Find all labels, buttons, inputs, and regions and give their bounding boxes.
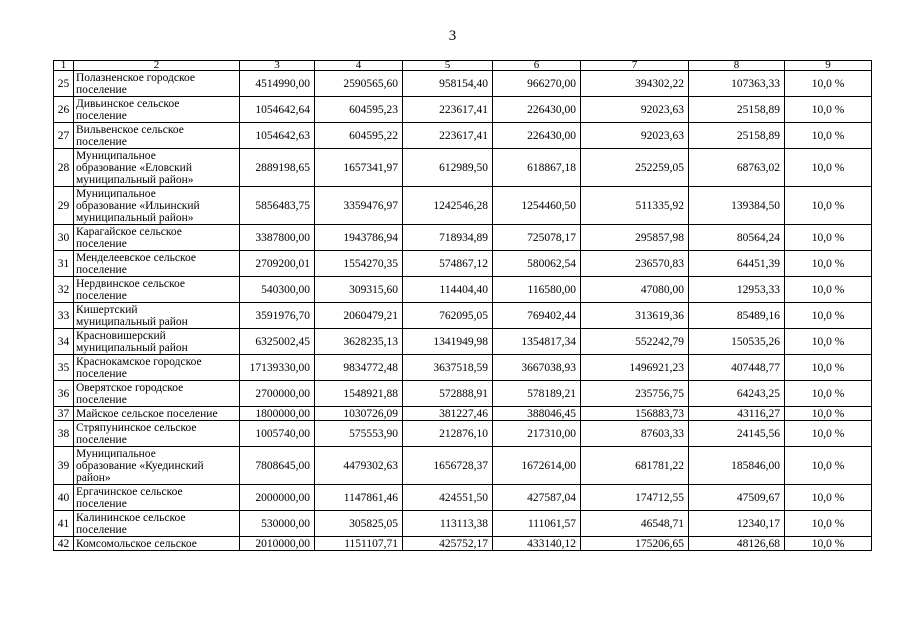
row-number: 35 xyxy=(54,355,74,381)
column-header: 4 xyxy=(315,61,403,71)
amount-cell: 2010000,00 xyxy=(240,537,315,551)
percent-cell: 10,0 % xyxy=(785,537,872,551)
amount-cell: 604595,23 xyxy=(315,97,403,123)
row-number: 27 xyxy=(54,123,74,149)
municipality-name-line: поселение xyxy=(76,497,127,510)
amount-cell: 4514990,00 xyxy=(240,71,315,97)
percent-cell: 10,0 % xyxy=(785,149,872,187)
amount-cell: 425752,17 xyxy=(403,537,493,551)
municipality-name-line: Муниципальное xyxy=(76,447,156,460)
municipality-name xyxy=(74,421,240,447)
amount-cell: 433140,12 xyxy=(493,537,581,551)
municipality-name xyxy=(74,225,240,251)
percent-cell: 10,0 % xyxy=(785,97,872,123)
amount-cell: 9834772,48 xyxy=(315,355,403,381)
amount-cell: 1656728,37 xyxy=(403,447,493,485)
amount-cell: 156883,73 xyxy=(581,407,689,421)
amount-cell: 1548921,88 xyxy=(315,381,403,407)
municipality-name-line: образование «Куединский xyxy=(76,459,204,472)
table-row xyxy=(54,537,872,551)
municipality-name-line: Комсомольское сельское xyxy=(76,537,197,550)
municipality-name xyxy=(74,355,240,381)
amount-cell: 394302,22 xyxy=(581,71,689,97)
municipality-name xyxy=(74,71,240,97)
amount-cell: 1800000,00 xyxy=(240,407,315,421)
column-header: 1 xyxy=(54,61,74,71)
row-number: 37 xyxy=(54,407,74,421)
row-number: 30 xyxy=(54,225,74,251)
municipality-name-line: поселение xyxy=(76,433,127,446)
amount-cell: 305825,05 xyxy=(315,511,403,537)
amount-cell: 64451,39 xyxy=(689,251,785,277)
amount-cell: 3591976,70 xyxy=(240,303,315,329)
amount-cell: 139384,50 xyxy=(689,187,785,225)
amount-cell: 511335,92 xyxy=(581,187,689,225)
amount-cell: 3359476,97 xyxy=(315,187,403,225)
row-number: 29 xyxy=(54,187,74,225)
municipality-name-line: Оверятское городское xyxy=(76,381,184,394)
percent-cell: 10,0 % xyxy=(785,303,872,329)
amount-cell: 252259,05 xyxy=(581,149,689,187)
amount-cell: 185846,00 xyxy=(689,447,785,485)
amount-cell: 762095,05 xyxy=(403,303,493,329)
amount-cell: 17139330,00 xyxy=(240,355,315,381)
table-row xyxy=(54,97,872,123)
amount-cell: 6325002,45 xyxy=(240,329,315,355)
amount-cell: 388046,45 xyxy=(493,407,581,421)
amount-cell: 12340,17 xyxy=(689,511,785,537)
table-row xyxy=(54,447,872,485)
municipality-name-line: Кишертский xyxy=(76,303,138,316)
amount-cell: 223617,41 xyxy=(403,123,493,149)
amount-cell: 150535,26 xyxy=(689,329,785,355)
amount-cell: 575553,90 xyxy=(315,421,403,447)
amount-cell: 2700000,00 xyxy=(240,381,315,407)
percent-cell: 10,0 % xyxy=(785,329,872,355)
header-row xyxy=(54,61,872,71)
municipality-name xyxy=(74,303,240,329)
amount-cell: 175206,65 xyxy=(581,537,689,551)
amount-cell: 235756,75 xyxy=(581,381,689,407)
amount-cell: 7808645,00 xyxy=(240,447,315,485)
table-row xyxy=(54,277,872,303)
amount-cell: 80564,24 xyxy=(689,225,785,251)
municipality-name-line: Майское сельское поселение xyxy=(76,407,218,420)
table-row xyxy=(54,511,872,537)
percent-cell: 10,0 % xyxy=(785,277,872,303)
amount-cell: 681781,22 xyxy=(581,447,689,485)
percent-cell: 10,0 % xyxy=(785,485,872,511)
table-row xyxy=(54,421,872,447)
amount-cell: 540300,00 xyxy=(240,277,315,303)
amount-cell: 1242546,28 xyxy=(403,187,493,225)
amount-cell: 2709200,01 xyxy=(240,251,315,277)
amount-cell: 47509,67 xyxy=(689,485,785,511)
amount-cell: 958154,40 xyxy=(403,71,493,97)
amount-cell: 107363,33 xyxy=(689,71,785,97)
municipality-name-line: образование «Ильинский xyxy=(76,199,200,212)
municipality-name xyxy=(74,537,240,551)
amount-cell: 1254460,50 xyxy=(493,187,581,225)
amount-cell: 1030726,09 xyxy=(315,407,403,421)
amount-cell: 424551,50 xyxy=(403,485,493,511)
municipality-name xyxy=(74,329,240,355)
municipality-name-line: поселение xyxy=(76,393,127,406)
amount-cell: 769402,44 xyxy=(493,303,581,329)
column-header: 7 xyxy=(581,61,689,71)
column-header: 3 xyxy=(240,61,315,71)
row-number: 41 xyxy=(54,511,74,537)
municipality-name-line: муниципальный район» xyxy=(76,173,194,186)
percent-cell: 10,0 % xyxy=(785,187,872,225)
municipality-name-line: Вильвенское сельское xyxy=(76,123,184,136)
table-row xyxy=(54,149,872,187)
amount-cell: 295857,98 xyxy=(581,225,689,251)
municipality-name-line: муниципальный район xyxy=(76,341,188,354)
amount-cell: 427587,04 xyxy=(493,485,581,511)
amount-cell: 618867,18 xyxy=(493,149,581,187)
amount-cell: 3667038,93 xyxy=(493,355,581,381)
municipality-name-line: Нердвинское сельское xyxy=(76,277,186,290)
amount-cell: 1341949,98 xyxy=(403,329,493,355)
amount-cell: 3387800,00 xyxy=(240,225,315,251)
municipality-name-line: Муниципальное xyxy=(76,187,156,200)
amount-cell: 1672614,00 xyxy=(493,447,581,485)
municipality-name-line: поселение xyxy=(76,367,127,380)
budget-table xyxy=(53,60,872,551)
amount-cell: 1054642,63 xyxy=(240,123,315,149)
amount-cell: 226430,00 xyxy=(493,123,581,149)
amount-cell: 226430,00 xyxy=(493,97,581,123)
amount-cell: 313619,36 xyxy=(581,303,689,329)
amount-cell: 572888,91 xyxy=(403,381,493,407)
percent-cell: 10,0 % xyxy=(785,421,872,447)
percent-cell: 10,0 % xyxy=(785,511,872,537)
percent-cell: 10,0 % xyxy=(785,355,872,381)
percent-cell: 10,0 % xyxy=(785,447,872,485)
municipality-name-line: Дивьинское сельское xyxy=(76,97,180,110)
amount-cell: 3637518,59 xyxy=(403,355,493,381)
row-number: 34 xyxy=(54,329,74,355)
amount-cell: 1943786,94 xyxy=(315,225,403,251)
row-number: 36 xyxy=(54,381,74,407)
amount-cell: 174712,55 xyxy=(581,485,689,511)
municipality-name xyxy=(74,97,240,123)
municipality-name-line: муниципальный район xyxy=(76,315,188,328)
amount-cell: 966270,00 xyxy=(493,71,581,97)
amount-cell: 309315,60 xyxy=(315,277,403,303)
municipality-name-line: поселение xyxy=(76,109,127,122)
amount-cell: 574867,12 xyxy=(403,251,493,277)
amount-cell: 1554270,35 xyxy=(315,251,403,277)
amount-cell: 1054642,64 xyxy=(240,97,315,123)
amount-cell: 612989,50 xyxy=(403,149,493,187)
municipality-name-line: Карагайское сельское xyxy=(76,225,182,238)
amount-cell: 212876,10 xyxy=(403,421,493,447)
amount-cell: 3628235,13 xyxy=(315,329,403,355)
table-body xyxy=(54,71,872,551)
amount-cell: 578189,21 xyxy=(493,381,581,407)
amount-cell: 64243,25 xyxy=(689,381,785,407)
amount-cell: 24145,56 xyxy=(689,421,785,447)
table-row xyxy=(54,225,872,251)
municipality-name xyxy=(74,485,240,511)
amount-cell: 604595,22 xyxy=(315,123,403,149)
table-row xyxy=(54,303,872,329)
table-row xyxy=(54,381,872,407)
amount-cell: 223617,41 xyxy=(403,97,493,123)
row-number: 33 xyxy=(54,303,74,329)
row-number: 42 xyxy=(54,537,74,551)
amount-cell: 2000000,00 xyxy=(240,485,315,511)
amount-cell: 217310,00 xyxy=(493,421,581,447)
municipality-name-line: поселение xyxy=(76,83,127,96)
amount-cell: 5856483,75 xyxy=(240,187,315,225)
table-row xyxy=(54,329,872,355)
amount-cell: 2889198,65 xyxy=(240,149,315,187)
municipality-name-line: поселение xyxy=(76,135,127,148)
municipality-name-line: поселение xyxy=(76,523,127,536)
amount-cell: 1496921,23 xyxy=(581,355,689,381)
amount-cell: 725078,17 xyxy=(493,225,581,251)
municipality-name xyxy=(74,511,240,537)
amount-cell: 580062,54 xyxy=(493,251,581,277)
percent-cell: 10,0 % xyxy=(785,225,872,251)
percent-cell: 10,0 % xyxy=(785,407,872,421)
amount-cell: 87603,33 xyxy=(581,421,689,447)
table-row xyxy=(54,407,872,421)
page-number: 3 xyxy=(448,28,457,44)
row-number: 26 xyxy=(54,97,74,123)
municipality-name xyxy=(74,187,240,225)
municipality-name xyxy=(74,149,240,187)
amount-cell: 92023,63 xyxy=(581,123,689,149)
row-number: 25 xyxy=(54,71,74,97)
municipality-name xyxy=(74,407,240,421)
amount-cell: 2590565,60 xyxy=(315,71,403,97)
municipality-name-line: Ергачинское сельское xyxy=(76,485,183,498)
amount-cell: 407448,77 xyxy=(689,355,785,381)
column-header: 6 xyxy=(493,61,581,71)
amount-cell: 46548,71 xyxy=(581,511,689,537)
municipality-name-line: Красновишерский xyxy=(76,329,166,342)
column-header: 9 xyxy=(785,61,872,71)
amount-cell: 1147861,46 xyxy=(315,485,403,511)
percent-cell: 10,0 % xyxy=(785,381,872,407)
table-row xyxy=(54,355,872,381)
amount-cell: 2060479,21 xyxy=(315,303,403,329)
percent-cell: 10,0 % xyxy=(785,123,872,149)
amount-cell: 47080,00 xyxy=(581,277,689,303)
column-header: 5 xyxy=(403,61,493,71)
amount-cell: 111061,57 xyxy=(493,511,581,537)
amount-cell: 552242,79 xyxy=(581,329,689,355)
amount-cell: 236570,83 xyxy=(581,251,689,277)
row-number: 39 xyxy=(54,447,74,485)
amount-cell: 1657341,97 xyxy=(315,149,403,187)
amount-cell: 43116,27 xyxy=(689,407,785,421)
amount-cell: 92023,63 xyxy=(581,97,689,123)
amount-cell: 48126,68 xyxy=(689,537,785,551)
amount-cell: 113113,38 xyxy=(403,511,493,537)
amount-cell: 114404,40 xyxy=(403,277,493,303)
municipality-name-line: Менделеевское сельское xyxy=(76,251,197,264)
municipality-name-line: образование «Еловский xyxy=(76,161,192,174)
municipality-name-line: муниципальный район» xyxy=(76,211,194,224)
municipality-name xyxy=(74,251,240,277)
percent-cell: 10,0 % xyxy=(785,71,872,97)
municipality-name-line: Краснокамское городское xyxy=(76,355,202,368)
amount-cell: 1354817,34 xyxy=(493,329,581,355)
amount-cell: 718934,89 xyxy=(403,225,493,251)
table-row xyxy=(54,485,872,511)
amount-cell: 4479302,63 xyxy=(315,447,403,485)
municipality-name-line: Полазненское городское xyxy=(76,71,195,84)
amount-cell: 530000,00 xyxy=(240,511,315,537)
municipality-name-line: Стряпунинское сельское xyxy=(76,421,197,434)
column-header: 2 xyxy=(74,61,240,71)
row-number: 31 xyxy=(54,251,74,277)
municipality-name-line: поселение xyxy=(76,237,127,250)
amount-cell: 68763,02 xyxy=(689,149,785,187)
municipality-name-line: поселение xyxy=(76,289,127,302)
table-row xyxy=(54,187,872,225)
amount-cell: 85489,16 xyxy=(689,303,785,329)
amount-cell: 25158,89 xyxy=(689,97,785,123)
table-row xyxy=(54,123,872,149)
municipality-name xyxy=(74,447,240,485)
municipality-name xyxy=(74,123,240,149)
percent-cell: 10,0 % xyxy=(785,251,872,277)
amount-cell: 1005740,00 xyxy=(240,421,315,447)
column-header: 8 xyxy=(689,61,785,71)
amount-cell: 381227,46 xyxy=(403,407,493,421)
row-number: 40 xyxy=(54,485,74,511)
table-row xyxy=(54,71,872,97)
amount-cell: 25158,89 xyxy=(689,123,785,149)
amount-cell: 12953,33 xyxy=(689,277,785,303)
municipality-name xyxy=(74,277,240,303)
table-row xyxy=(54,251,872,277)
row-number: 32 xyxy=(54,277,74,303)
municipality-name-line: Муниципальное xyxy=(76,149,156,162)
row-number: 28 xyxy=(54,149,74,187)
amount-cell: 1151107,71 xyxy=(315,537,403,551)
municipality-name-line: поселение xyxy=(76,263,127,276)
row-number: 38 xyxy=(54,421,74,447)
amount-cell: 116580,00 xyxy=(493,277,581,303)
municipality-name xyxy=(74,381,240,407)
municipality-name-line: Калининское сельское xyxy=(76,511,186,524)
municipality-name-line: район» xyxy=(76,471,111,484)
